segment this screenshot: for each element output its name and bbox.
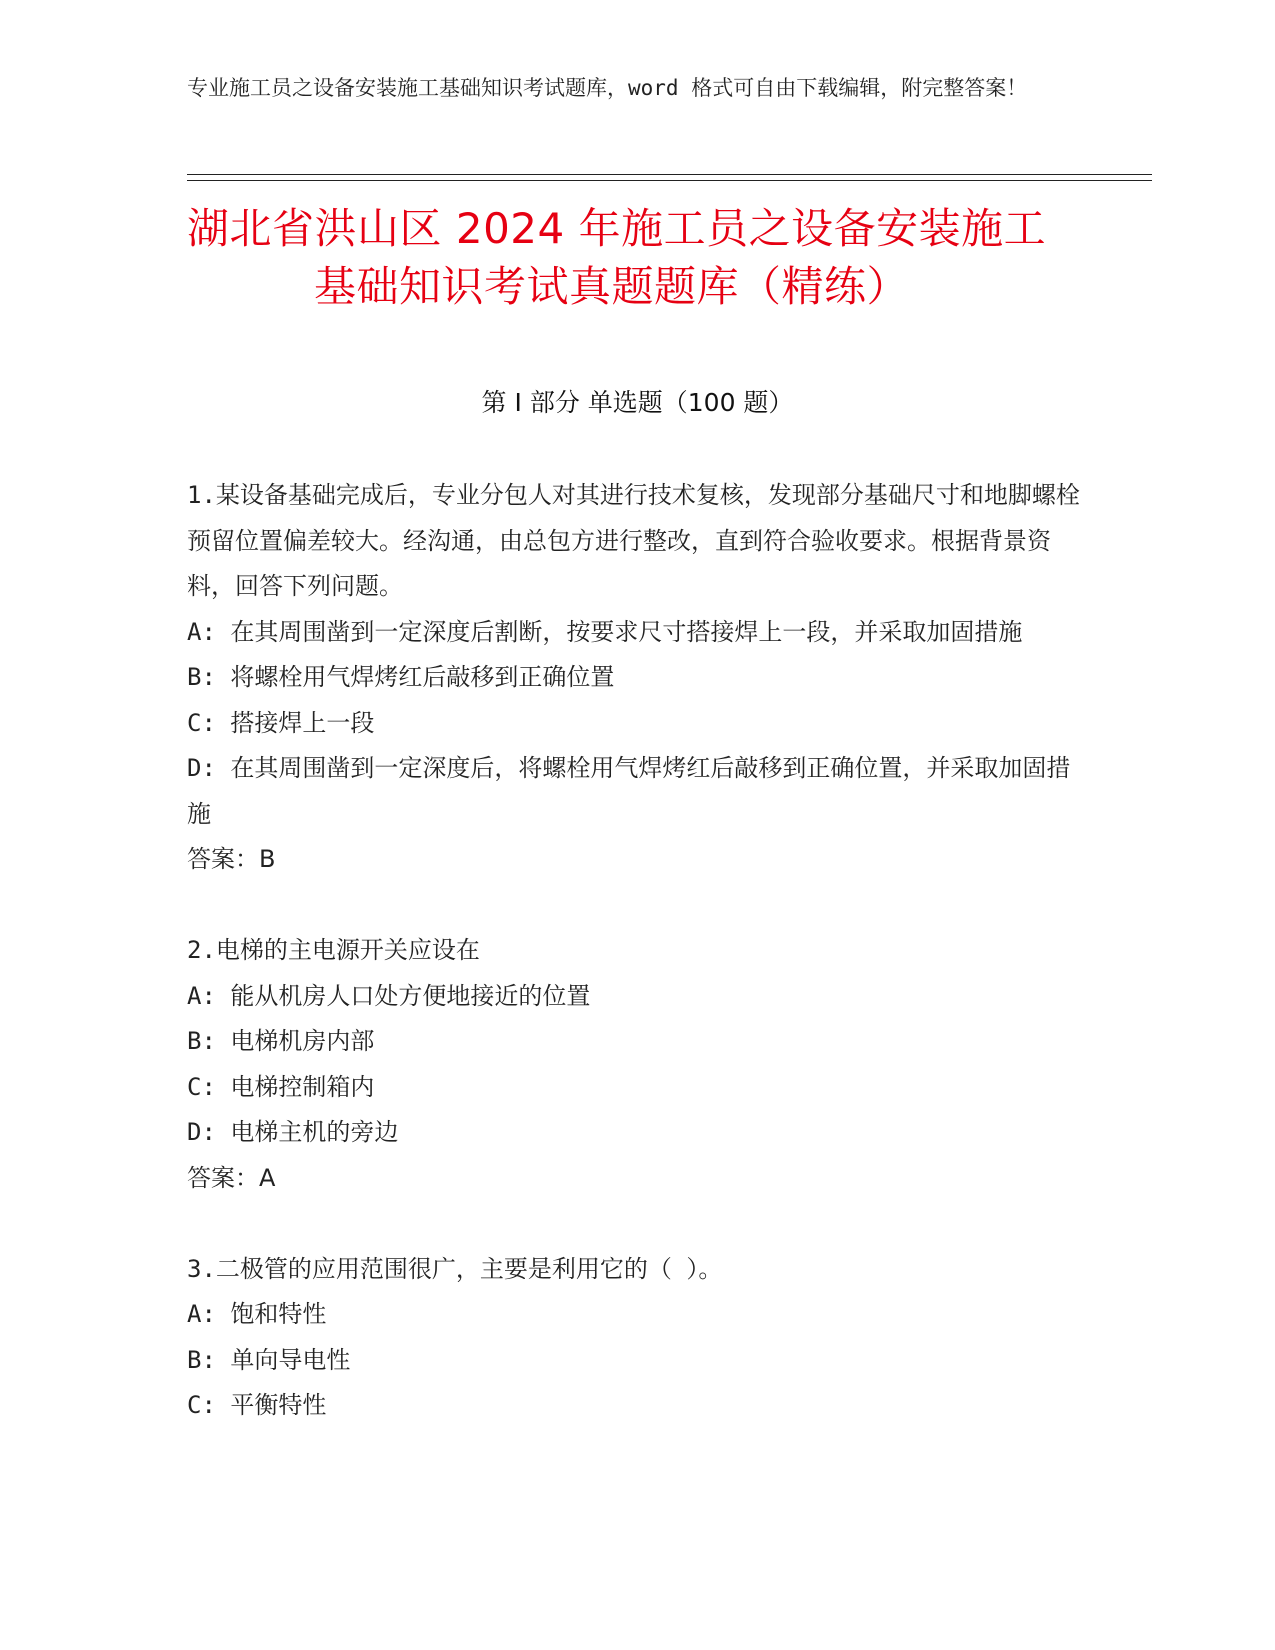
- section-title: 第 I 部分 单选题（100 题）: [481, 388, 794, 417]
- option-a: A: 在其周围凿到一定深度后割断，按要求尺寸搭接焊上一段，并采取加固措施: [187, 617, 1023, 646]
- option-c: C: 平衡特性: [187, 1391, 327, 1419]
- option-c: C: 搭接焊上一段: [187, 708, 375, 737]
- option-b: B: 将螺栓用气焊烤红后敲移到正确位置: [187, 663, 615, 691]
- title-line-2: 基础知识考试真题题库（精练）: [314, 262, 910, 311]
- option-d: D: 在其周围凿到一定深度后，将螺栓用气焊烤红后敲移到正确位置，并采取加固措施: [187, 754, 1071, 828]
- header-note: 专业施工员之设备安装施工基础知识考试题库，word 格式可自由下载编辑，附完整答案！: [187, 76, 1028, 100]
- option-a: A: 饱和特性: [187, 1300, 327, 1328]
- question-1: [187, 473, 1087, 883]
- question-stem: 1.某设备基础完成后，专业分包人对其进行技术复核，发现部分基础尺寸和地脚螺栓预留位置偏差较大。经沟通，由总包方进行整改，直到符合验收要求。根据背景资料，回答下列问题。: [187, 481, 1080, 600]
- header-divider-bottom: [187, 180, 1152, 181]
- question-2: [187, 928, 1087, 1201]
- header-divider-top: [187, 174, 1152, 175]
- question-stem: 2.电梯的主电源开关应设在: [187, 936, 480, 964]
- answer: 答案：B: [187, 845, 276, 873]
- question-stem: 3.二极管的应用范围很广，主要是利用它的（ ）。: [187, 1254, 723, 1283]
- answer: 答案：A: [187, 1163, 276, 1192]
- option-d: D: 电梯主机的旁边: [187, 1118, 399, 1146]
- question-list: [187, 473, 1087, 1429]
- option-b: B: 单向导电性: [187, 1345, 351, 1374]
- option-b: B: 电梯机房内部: [187, 1027, 375, 1055]
- option-c: C: 电梯控制箱内: [187, 1072, 375, 1101]
- option-a: A: 能从机房人口处方便地接近的位置: [187, 981, 591, 1010]
- question-3: [187, 1247, 1087, 1429]
- document-title: [187, 200, 1087, 316]
- title-line-1: 湖北省洪山区 2024 年施工员之设备安装施工: [187, 204, 1047, 253]
